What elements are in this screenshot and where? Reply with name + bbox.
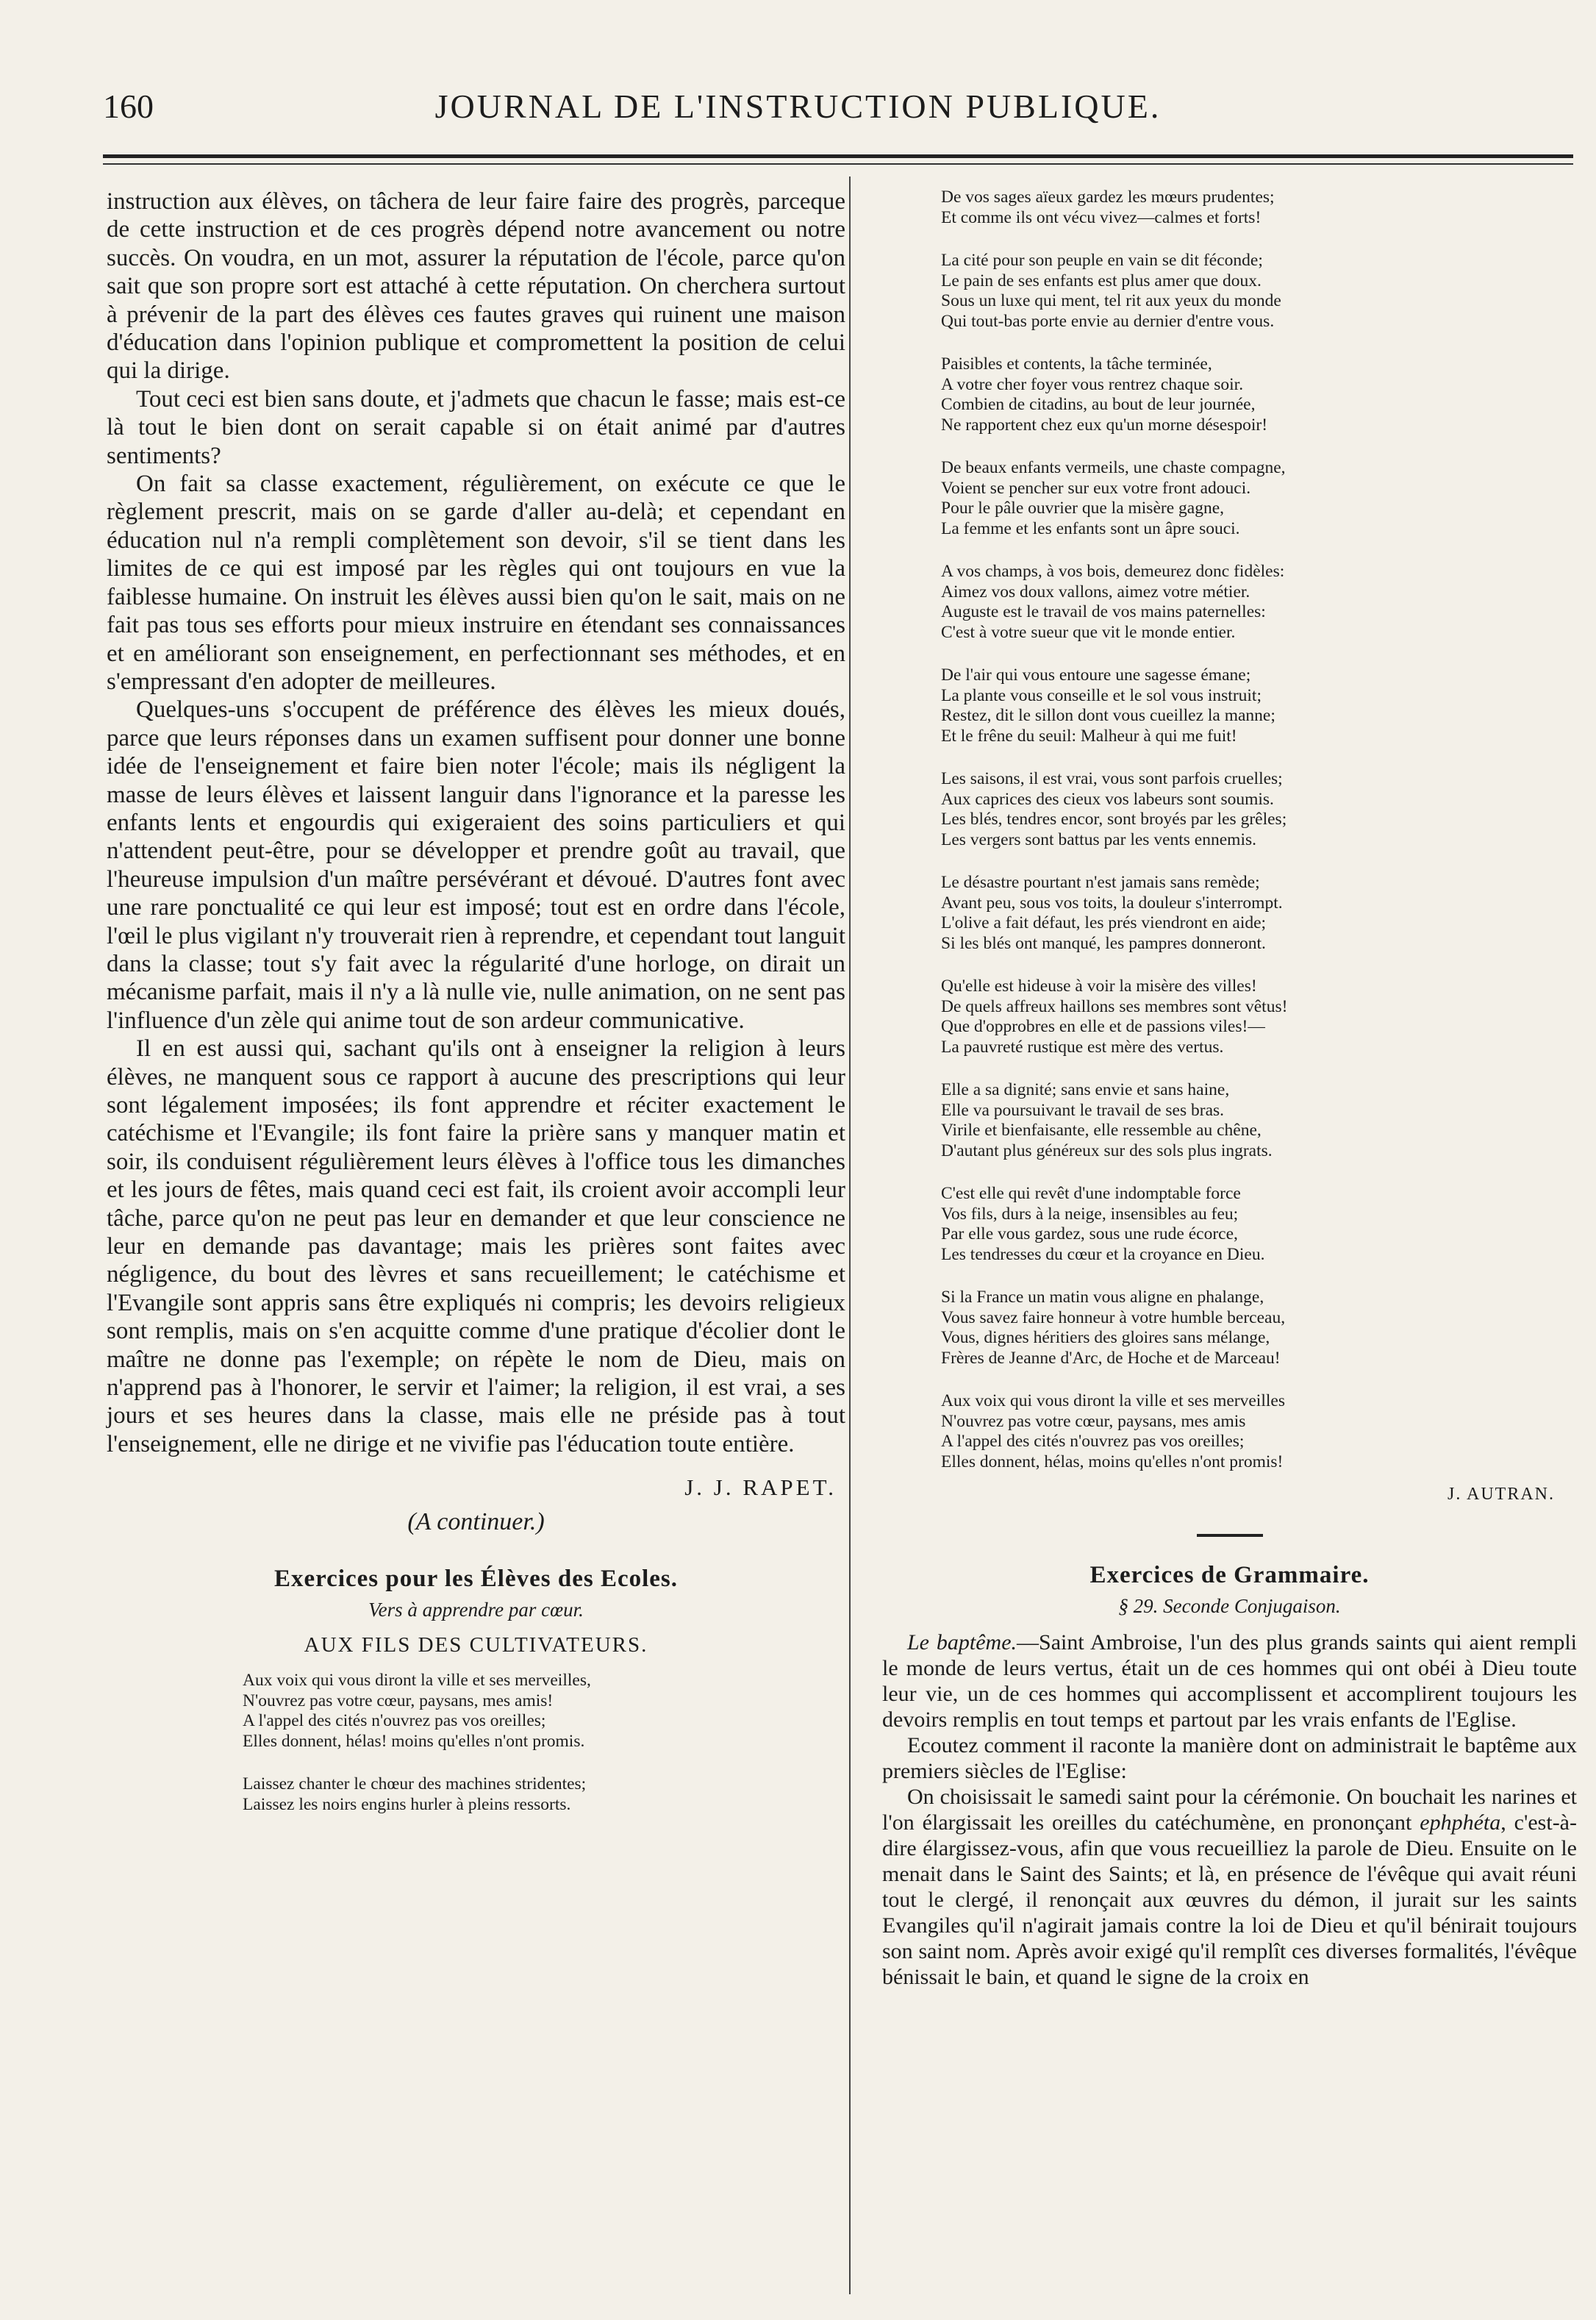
poem-line: De beaux enfants vermeils, une chaste compagne, xyxy=(941,458,1286,477)
header-rule-thin xyxy=(103,163,1573,165)
page-number: 160 xyxy=(103,88,154,125)
poem-line: Le pain de ses enfants est plus amer que doux. xyxy=(941,271,1262,290)
paragraph-body: —Saint Ambroise, l'un des plus grands saints qui aient rempli le monde de leurs vertus, était un de ces hommes qui ont obéi à Dieu toute leur vie, un de ces hommes qui accomplissent et accomplirent toujours les devoirs remplis en tout temps et partout par les vrais enfants de l'Eglise. xyxy=(882,1630,1577,1732)
poem-line: A vos champs, à vos bois, demeurez donc fidèles: xyxy=(941,562,1285,581)
poem-line: Elles donnent, hélas! moins qu'elles n'ont promis. xyxy=(243,1731,585,1751)
poem-line: Les tendresses du cœur et la croyance en Dieu. xyxy=(941,1244,1265,1264)
poem-stanza xyxy=(941,1391,1577,1472)
poem-line: Auguste est le travail de vos mains paternelles: xyxy=(941,602,1266,621)
poem-stanza xyxy=(941,1080,1577,1161)
poem-line: C'est à votre sueur que vit le monde entier. xyxy=(941,622,1236,642)
poem-stanza xyxy=(941,977,1577,1057)
poem-continued xyxy=(882,188,1577,1472)
poem-line: Les saisons, il est vrai, vous sont parfois cruelles; xyxy=(941,769,1283,788)
poem-line: Vous savez faire honneur à votre humble berceau, xyxy=(941,1307,1286,1327)
poem-stanza xyxy=(941,188,1577,228)
poem-line: Aux voix qui vous diront la ville et ses merveilles xyxy=(941,1391,1285,1410)
poem-line: Aux voix qui vous diront la ville et ses merveilles, xyxy=(243,1671,591,1691)
poem-line: Pour le pâle ouvrier que la misère gagne, xyxy=(941,499,1224,518)
paragraph-body: , c'est-à-dire élargissez-vous, afin que vous recueilliez la parole de Dieu. Ensuite on le menait dans le Saint des Saints; et là, en présence de l'évêque qui avait réuni tout le clergé, il renonçait aux œuvres du démon, il jurait sur les saints Evangiles qu'il n'agirait jamais contre la loi de Dieu et qu'il bénirait toujours son saint nom. Après avoir exigé qu'il remplît ces diverses formalités, l'évêque bénissait le bain, et quand le signe de la croix en xyxy=(882,1810,1577,1989)
poem-stanza xyxy=(243,1774,845,1815)
section-title: Exercices pour les Élèves des Ecoles. xyxy=(273,1566,679,1593)
poem-line: Par elle vous gardez, sous une rude écorce, xyxy=(941,1224,1238,1243)
poem-stanza xyxy=(941,769,1577,850)
poem-line: Frères de Jeanne d'Arc, de Hoche et de Marceau! xyxy=(941,1348,1281,1368)
poem-line: N'ouvrez pas votre cœur, paysans, mes amis! xyxy=(243,1691,554,1710)
poem-stanza xyxy=(941,873,1577,954)
paragraph: Il en est aussi qui, sachant qu'ils ont à enseigner la religion à leurs élèves, ne manquent sous ce rapport à aucune des prescriptions qui leur sont légalement imposées; ils font apprendre et réciter exactement le catéchisme et l'Evangile; ils font faire la prière sans y manquer matin et soir, ils conduisent régulièrement leurs élèves à l'office tous les dimanches et les jours de fêtes, mais quand ceci est fait, ils croient avoir accompli leur tâche, parce qu'on ne peut pas leur en demander et que leur conscience ne leur en demande pas davantage; mais les prières sont faites avec négligence, du bout des lèvres et sans recueillement; le catéchisme et l'Evangile sont appris sans être expliqués ni compris; les devoirs religieux sont remplis, mais on s'en acquitte comme d'une pratique d'écolier dont le maître ne donne pas l'exemple; on répète le nom de Dieu, mais on n'apprend pas à l'honorer, le servir et l'aimer; la religion, il est vrai, a ses jours et ses heures dans la classe, mais elle ne préside pas à tout l'enseignement, elle ne dirige et ne vivifie pas l'éducation toute entière. xyxy=(107,1035,845,1457)
poem-line: Qu'elle est hideuse à voir la misère des villes! xyxy=(941,977,1257,996)
poem-stanza xyxy=(941,1288,1577,1368)
paragraph xyxy=(882,1784,1577,1990)
poem-stanza xyxy=(941,665,1577,746)
running-title: JOURNAL DE L'INSTRUCTION PUBLIQUE. xyxy=(434,88,1162,125)
poem-stanza xyxy=(941,251,1577,332)
poem-line: La cité pour son peuple en vain se dit féconde; xyxy=(941,251,1263,270)
poem-line: A l'appel des cités n'ouvrez pas vos oreilles; xyxy=(243,1711,546,1731)
section-subtitle: § 29. Seconde Conjugaison. xyxy=(1118,1595,1341,1617)
poem-line: Avant peu, sous vos toits, la douleur s'interrompt. xyxy=(941,893,1283,913)
poem-line: Si les blés ont manqué, les pampres donneront. xyxy=(941,933,1266,953)
poem xyxy=(107,1671,845,1815)
poem-line: Si la France un matin vous aligne en phalange, xyxy=(941,1288,1264,1307)
poem-stanza xyxy=(243,1671,845,1752)
poem-line: Combien de citadins, au bout de leur journée, xyxy=(941,395,1256,414)
poem-line: Virile et bienfaisante, elle ressemble au chêne, xyxy=(941,1121,1262,1140)
continued-note: (A continuer.) xyxy=(407,1508,545,1536)
poem-line: D'autant plus généreux sur des sols plus ingrats. xyxy=(941,1141,1273,1160)
poem-line: Qui tout-bas porte envie au dernier d'entre vous. xyxy=(941,311,1275,331)
italic-word: ephphéta xyxy=(1420,1810,1501,1835)
section-subtitle: Vers à apprendre par cœur. xyxy=(368,1599,584,1621)
poem-line: Sous un luxe qui ment, tel rit aux yeux du monde xyxy=(941,291,1281,310)
poem-line: Aimez vos doux vallons, aimez votre métier. xyxy=(941,582,1250,602)
grammar-text xyxy=(882,1630,1577,1990)
poem-line: De l'air qui vous entoure une sagesse émane; xyxy=(941,665,1251,685)
header-rule-thick xyxy=(103,154,1573,158)
section-title: Exercices de Grammaire. xyxy=(1089,1562,1370,1588)
paragraph: Tout ceci est bien sans doute, et j'admets que chacun le fasse; mais est-ce là tout le bien dont on serait capable si on était animé par d'autres sentiments? xyxy=(107,385,845,469)
paragraph: On fait sa classe exactement, régulièrement, on exécute ce que le règlement prescrit, mais on se garde d'aller au-delà; et cependant en éducation nul n'a rempli complètement son devoir, s'il se tient dans les limites de ce qui est imposé par les règles qui ont toujours en vue la faiblesse humaine. On instruit les élèves aussi bien qu'on le sait, mais on ne fait pas tous ses efforts pour mieux instruire en étendant ses connaissances et en améliorant son enseignement, en perfectionnant ses méthodes, et en s'empressant d'en adopter de meilleures. xyxy=(107,471,845,695)
poem-line: A votre cher foyer vous rentrez chaque soir. xyxy=(941,374,1244,394)
poem-line: Elle va poursuivant le travail de ses bras. xyxy=(941,1100,1225,1120)
poem-line: Vous, dignes héritiers des gloires sans mélange, xyxy=(941,1328,1270,1347)
poem-line: Le désastre pourtant n'est jamais sans remède; xyxy=(941,873,1260,892)
poem-line: La femme et les enfants sont un âpre souci. xyxy=(941,518,1240,538)
poem-line: Voient se pencher sur eux votre front adouci. xyxy=(941,478,1251,498)
poem-line: Restez, dit le sillon dont vous cueillez la manne; xyxy=(941,706,1275,725)
poem-line: A l'appel des cités n'ouvrez pas vos oreilles; xyxy=(941,1432,1245,1451)
poem-stanza xyxy=(941,354,1577,435)
paragraph: instruction aux élèves, on tâchera de leur faire faire des progrès, parceque de cette instruction et de ces progrès dépend notre avancement ou notre succès. On voudra, en un mot, assurer la réputation de l'école, parce qu'on sait que son propre sort est attaché à cette réputation. On cherchera surtout à prévenir de la part des élèves ces fautes graves qui ruinent une maison d'éducation dans l'opinion publique et compromettent la position de celui qui la dirige. xyxy=(107,188,845,385)
poem-line: Les vergers sont battus par les vents ennemis. xyxy=(941,829,1257,849)
poem-line: Ne rapportent chez eux qu'un morne désespoir! xyxy=(941,415,1268,435)
right-column xyxy=(882,188,1577,1990)
poem-line: C'est elle qui revêt d'une indomptable force xyxy=(941,1184,1241,1203)
section-divider xyxy=(1197,1534,1263,1537)
poem-line: De quels affreux haillons ses membres sont vêtus! xyxy=(941,996,1288,1016)
poem-line: Elle a sa dignité; sans envie et sans haine, xyxy=(941,1080,1230,1099)
poem-line: Elles donnent, hélas, moins qu'elles n'ont promis! xyxy=(941,1452,1284,1471)
poem-line: Les blés, tendres encor, sont broyés par les grêles; xyxy=(941,810,1287,829)
poem-line: La pauvreté rustique est mère des vertus. xyxy=(941,1037,1224,1057)
author-signature: J. J. RAPET. xyxy=(684,1474,837,1501)
poem-title: AUX FILS DES CULTIVATEURS. xyxy=(304,1633,648,1657)
poem-signature: J. AUTRAN. xyxy=(1447,1485,1555,1504)
poem-line: Vos fils, durs à la neige, insensibles au feu; xyxy=(941,1204,1239,1224)
poem-line: Que d'opprobres en elle et de passions viles!— xyxy=(941,1017,1265,1036)
poem-line: De vos sages aïeux gardez les mœurs prudentes; xyxy=(941,188,1275,207)
paragraph: Ecoutez comment il raconte la manière dont on administrait le baptême aux premiers siècles de l'Eglise: xyxy=(882,1733,1577,1783)
poem-stanza xyxy=(941,458,1577,539)
left-column xyxy=(107,188,845,1838)
poem-line: La plante vous conseille et le sol vous instruit; xyxy=(941,685,1262,705)
paragraph-lead: Le baptême. xyxy=(907,1630,1017,1655)
poem-line: L'olive a fait défaut, les prés viendront en aide; xyxy=(941,913,1267,932)
poem-line: N'ouvrez pas votre cœur, paysans, mes amis xyxy=(941,1411,1246,1431)
poem-line: Paisibles et contents, la tâche terminée, xyxy=(941,354,1212,374)
poem-stanza xyxy=(941,562,1577,643)
poem-line: Et le frêne du seuil: Malheur à qui me fuit! xyxy=(941,726,1237,746)
poem-line: Et comme ils ont vécu vivez—calmes et forts! xyxy=(941,207,1262,227)
poem-line: Aux caprices des cieux vos labeurs sont soumis. xyxy=(941,789,1274,809)
paragraph: Quelques-uns s'occupent de préférence des élèves les mieux doués, parce que leurs réponses dans un examen suffisent pour donner une bonne idée de l'enseignement et faire bien noter l'école; mais ils négligent la masse de leurs élèves et laissent languir dans l'ignorance et la paresse les enfants lents et engourdis qui exigeraient des soins particuliers et qui n'attendent peut-être, pour se développer et prendre goût au travail, que l'heureuse impulsion d'un maître persévérant et dévoué. D'autres font avec une rare ponctualité ce qui leur est imposé; tout est en ordre dans l'école, l'œil le plus vigilant n'y trouverait rien à reprendre, et cependant tout languit dans la classe; tout s'y fait avec la régularité d'une horloge, on dirait un mécanisme parfait, mais il n'y a là nulle vie, nulle animation, on ne sent pas l'influence d'un zèle qui anime tout de son ardeur communicative. xyxy=(107,696,845,1034)
paragraph-body: On choisissait le samedi saint pour la cérémonie. On bouchait les narines et l'on élargissait les oreilles du catéchumène, en prononçant xyxy=(882,1785,1577,1835)
paragraph xyxy=(882,1630,1577,1732)
poem-line: Laissez chanter le chœur des machines stridentes; xyxy=(243,1774,587,1794)
poem-stanza xyxy=(941,1184,1577,1265)
poem-line: Laissez les noirs engins hurler à pleins ressorts. xyxy=(243,1794,571,1814)
column-divider xyxy=(849,176,851,2294)
essay-text xyxy=(107,188,845,1458)
